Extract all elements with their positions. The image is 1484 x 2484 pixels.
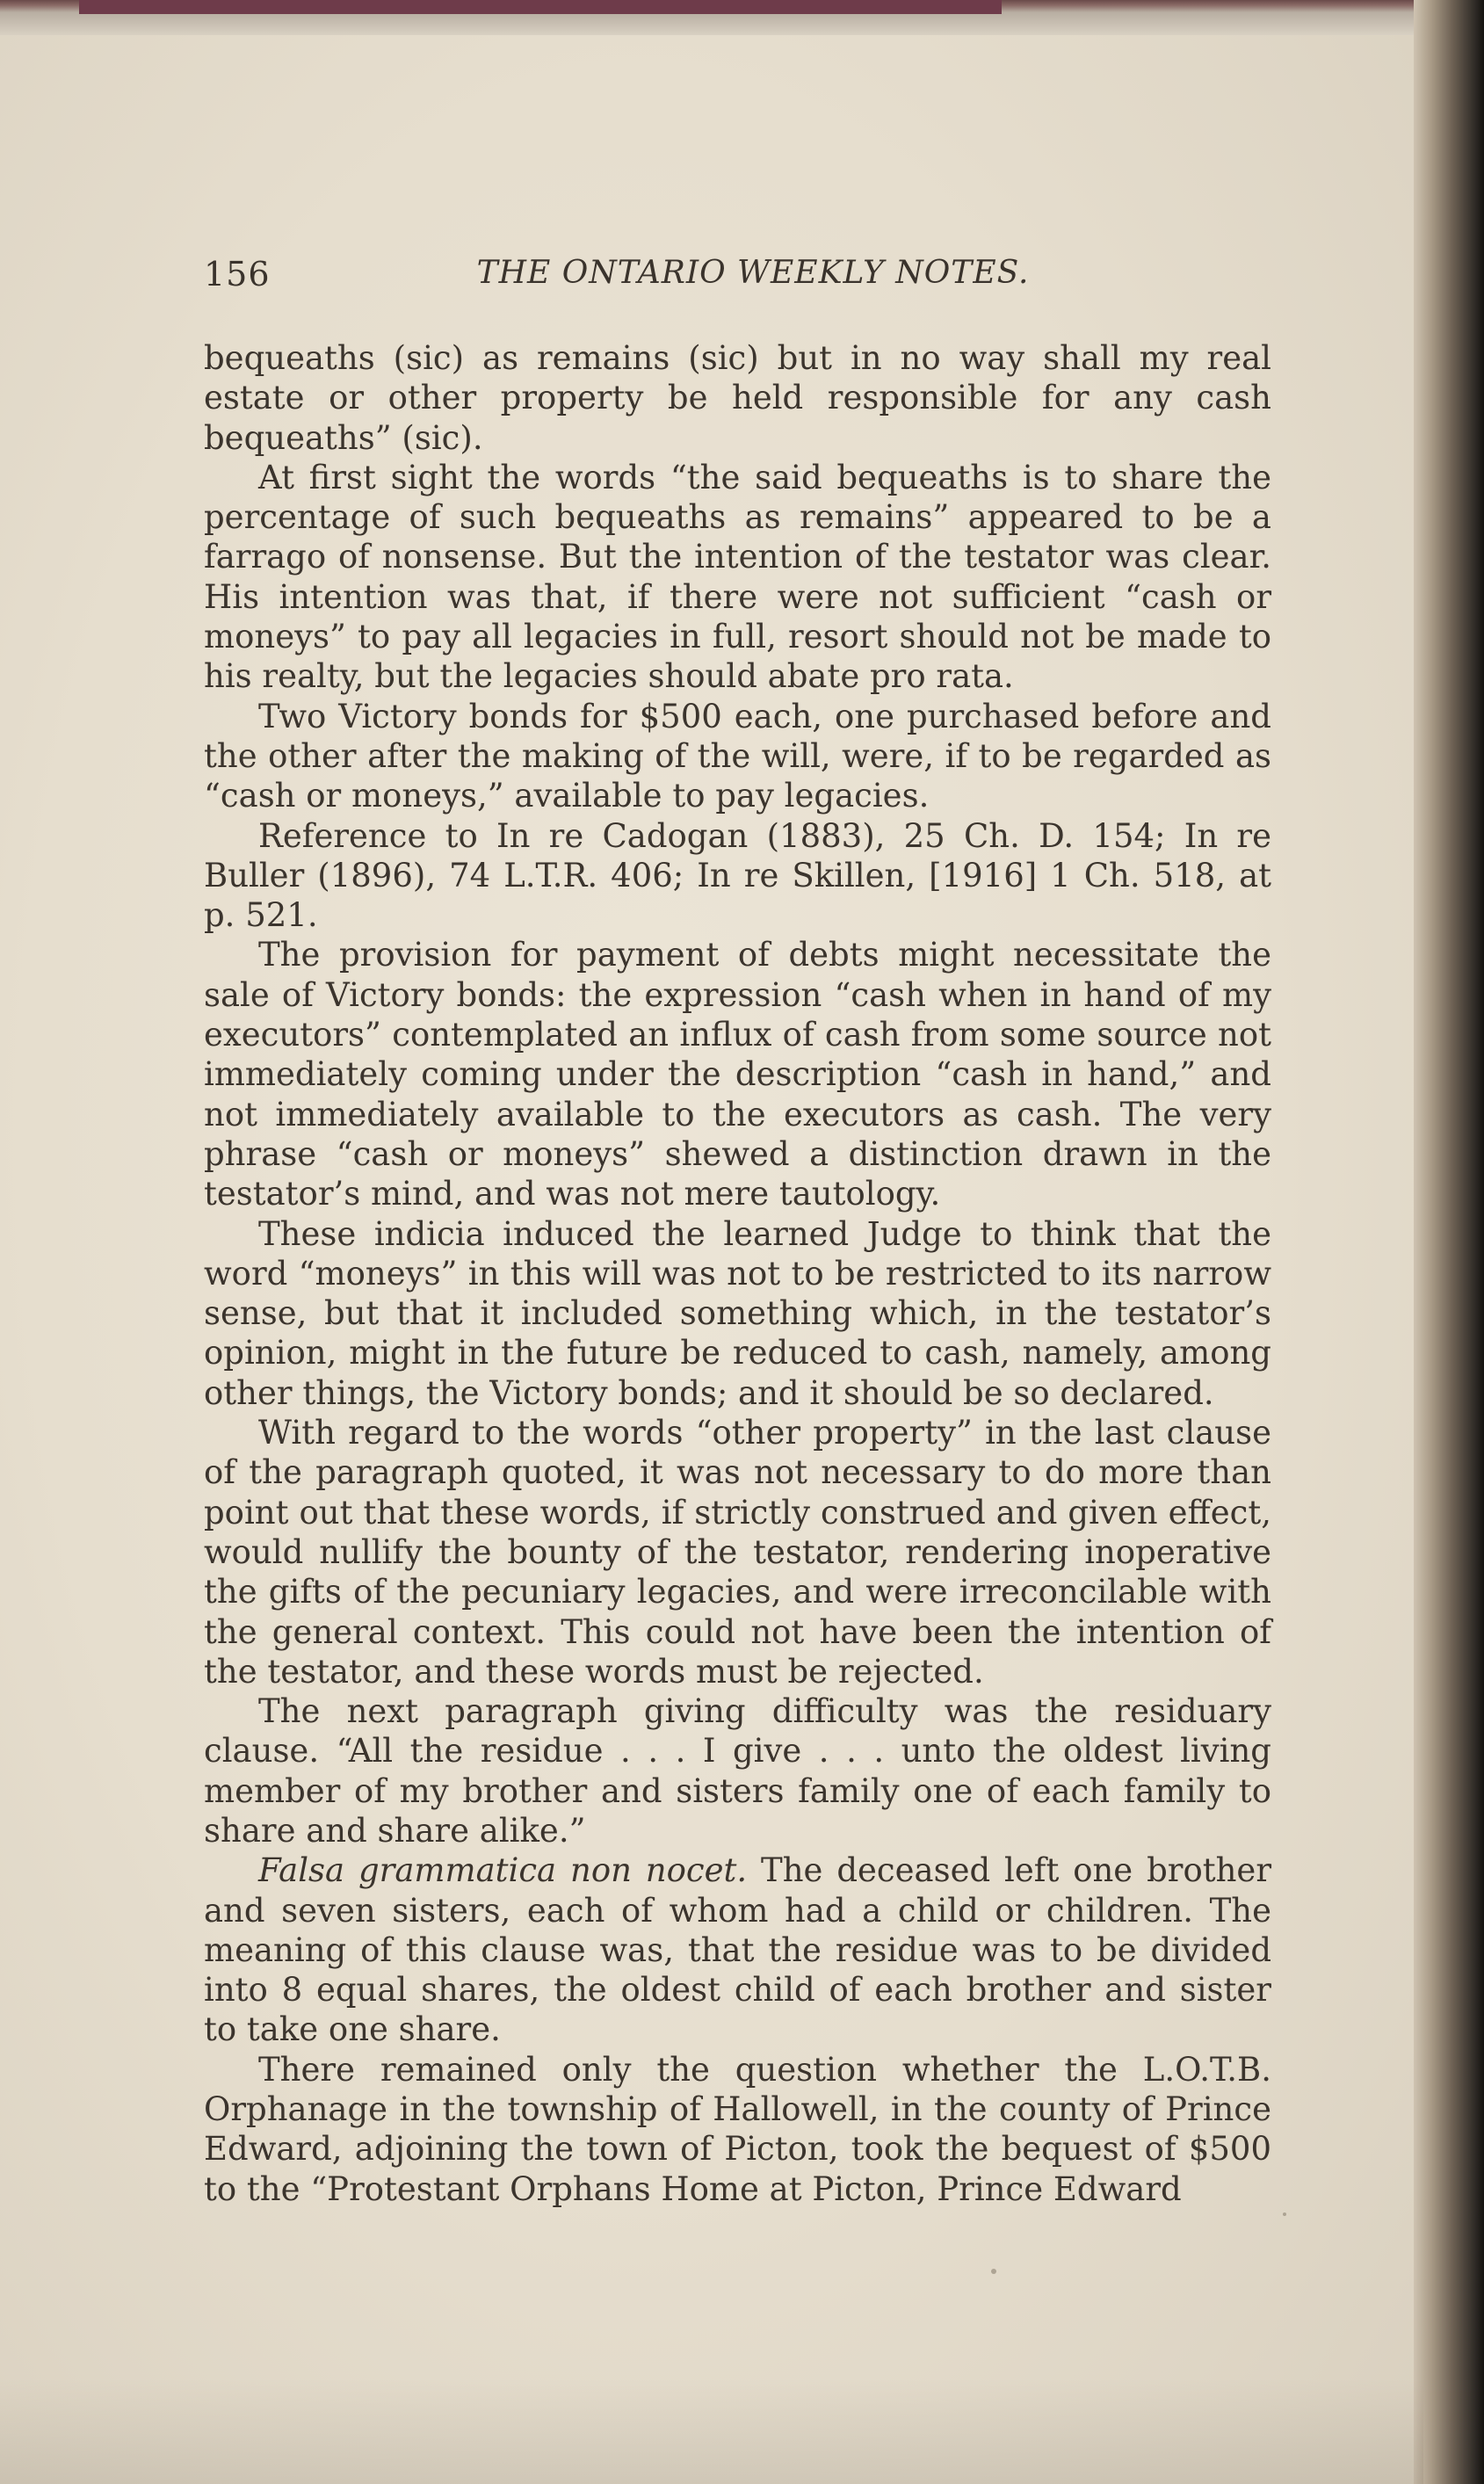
paragraph: There remained only the question whether the L.O.T.B. Orphanage in the township of Hallowell, in the county of Prince Edward, adjoining the town of Picton, took the bequest of $500 to the “Protestant Orphans Home at Picton, Prince Edward (204, 2050, 1271, 2208)
book-binding-edge (1414, 0, 1484, 2484)
paragraph: Reference to In re Cadogan (1883), 25 Ch. D. 154; In re Buller (1896), 74 L.T.R. 406; In re Skillen, [1916] 1 Ch. 518, at p. 521. (204, 816, 1271, 935)
latin-maxim: Falsa grammatica non nocet. (258, 1851, 748, 1890)
paragraph-continuation: bequeaths (sic) as remains (sic) but in no way shall my real estate or other property be held responsible for any cash bequeaths” (sic). (204, 339, 1271, 457)
paragraph: These indicia induced the learned Judge to think that the word “moneys” in this will was not to be restricted to its narrow sense, but that it included something which, in the testator’s opinion, might in the future be reduced to cash, namely, among other things, the Victory bonds; and it should be so declared. (204, 1214, 1271, 1412)
journal-title: THE ONTARIO WEEKLY NOTES. (476, 255, 1030, 291)
paragraph: At first sight the words “the said bequeaths is to share the percentage of such bequeaths as remains” appeared to be a farrago of nonsense. But the intention of the testator was clear. His intention was that, if there were not sufficient “cash or moneys” to pay all legacies in full, resort should not be made to his realty, but the legacies should abate pro rata. (204, 458, 1271, 696)
paragraph: With regard to the words “other property” in the last clause of the paragraph quoted, it was not necessary to do more than point out that these words, if strictly construed and given effect, would nullify the bounty of the testator, rendering inoperative the gifts of the pecuniary legacies, and were irreconcilable with the general context. This could not have been the intention of the testator, and these words must be rejected. (204, 1414, 1271, 1691)
body-text (204, 338, 1271, 2209)
running-head (204, 255, 1271, 299)
paper-speck (991, 2269, 996, 2274)
paper-speck (1283, 2212, 1286, 2216)
book-cover-band (79, 0, 1002, 14)
paragraph-text: The deceased left one brother and seven sisters, each of whom had a child or children. The meaning of this clause was, that the residue was to be divided into 8 equal shares, the oldest child of each brother and sister to take one share. (204, 1851, 1272, 2049)
page-number: 156 (204, 255, 271, 293)
paragraph: The provision for payment of debts might necessitate the sale of Victory bonds: the expression “cash when in hand of my executors” contemplated an influx of cash from some source not immediately coming under the description “cash in hand,” and not immediately available to the executors as cash. The very phrase “cash or moneys” shewed a distinction drawn in the testator’s mind, and was not mere tautology. (204, 936, 1271, 1213)
page-bottom-shade (0, 2379, 1423, 2484)
paragraph-maxim (204, 1850, 1271, 2049)
paragraph: Two Victory bonds for $500 each, one purchased before and the other after the making of the will, were, if to be regarded as “cash or moneys,” available to pay legacies. (204, 697, 1271, 815)
paragraph: The next paragraph giving difficulty was the residuary clause. “All the residue . . . I give . . . unto the oldest living member of my brother and sisters family one of each family to share and share alike.” (204, 1692, 1271, 1850)
